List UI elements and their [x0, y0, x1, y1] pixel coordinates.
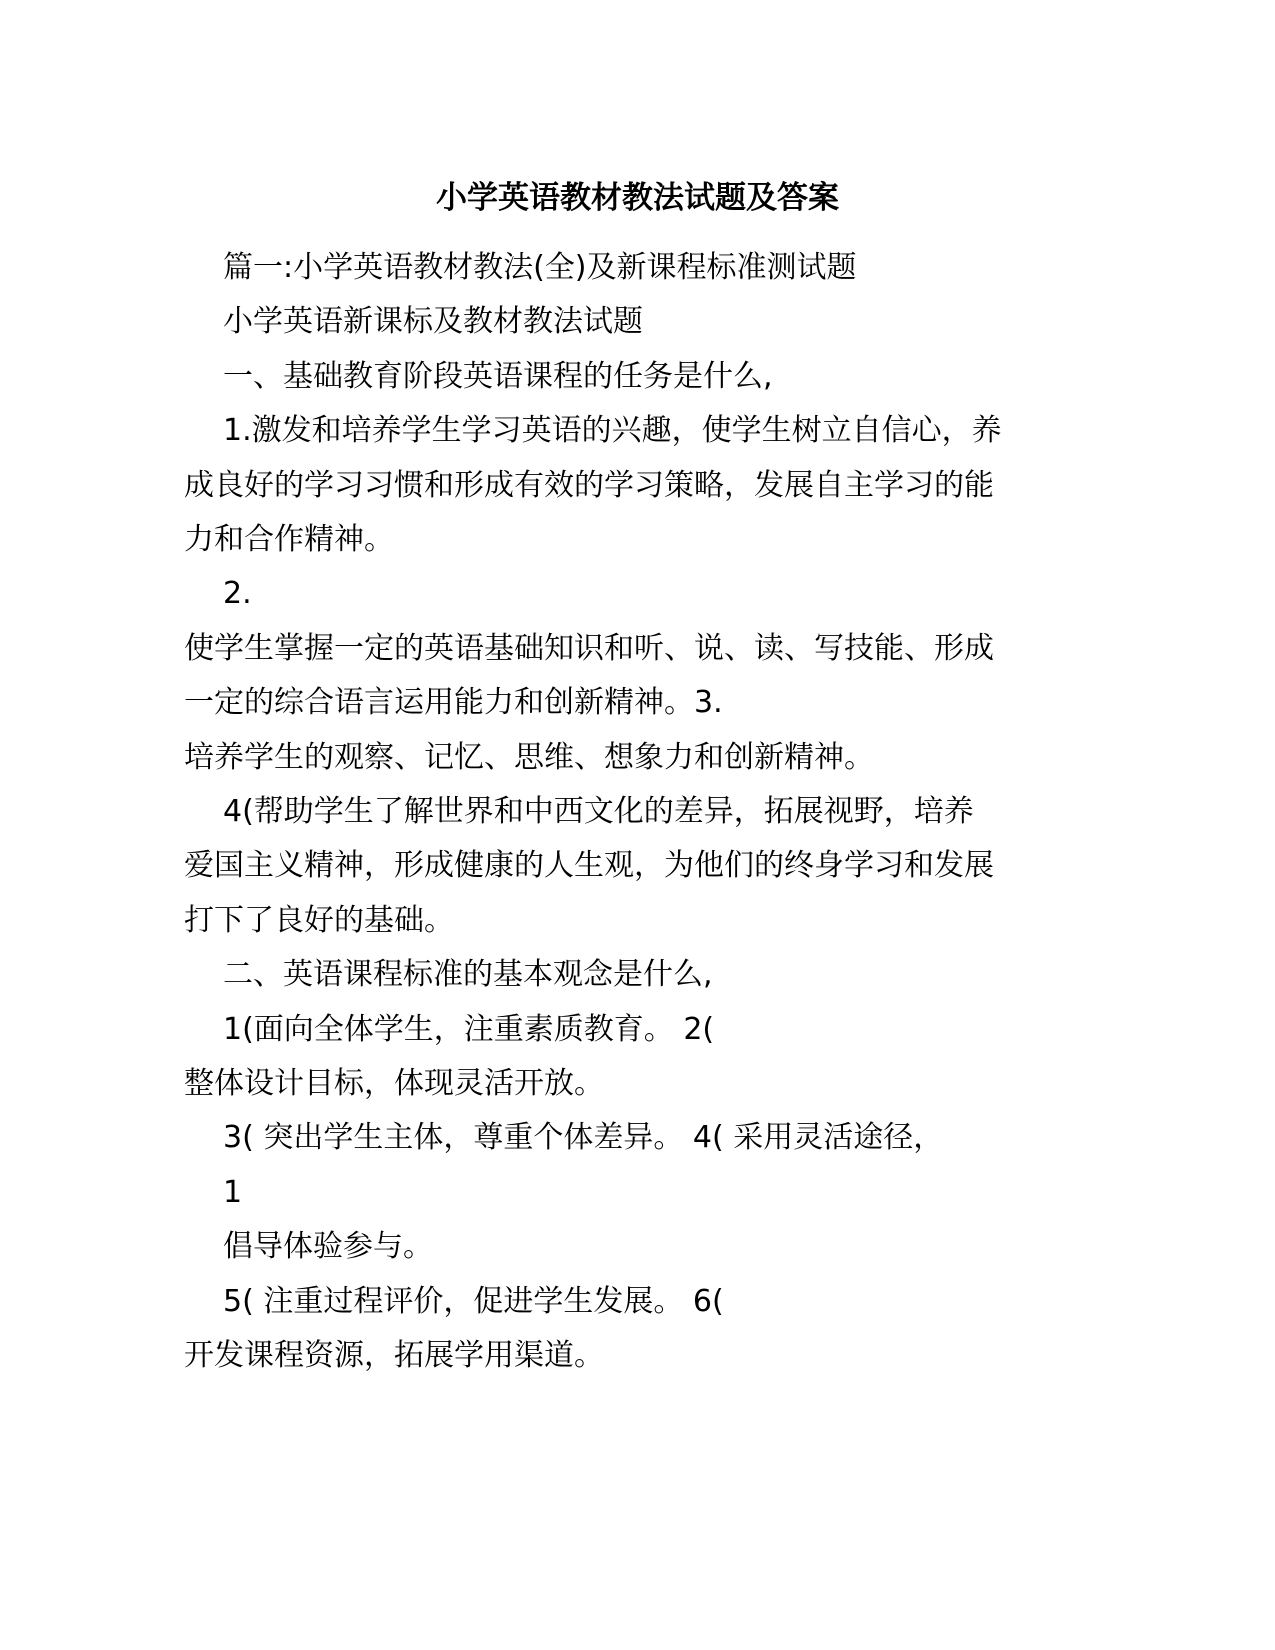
page-number: 1: [223, 1175, 243, 1210]
text-line: 爱国主义精神，形成健康的人生观，为他们的终身学习和发展: [184, 848, 994, 883]
text-line: 整体设计目标，体现灵活开放。: [184, 1066, 604, 1101]
text-line: 使学生掌握一定的英语基础知识和听、说、读、写技能、形成: [184, 631, 994, 666]
document-title: 小学英语教材教法试题及答案: [436, 180, 839, 216]
text-line: 小学英语新课标及教材教法试题: [223, 304, 643, 339]
text-line: 力和合作精神。: [184, 522, 394, 557]
text-line: 篇一:小学英语教材教法(全)及新课程标准测试题: [223, 250, 857, 285]
text-line: 成良好的学习习惯和形成有效的学习策略，发展自主学习的能: [184, 468, 994, 503]
text-line: 5( 注重过程评价，促进学生发展。 6(: [223, 1284, 724, 1319]
text-line: 1(面向全体学生，注重素质教育。 2(: [223, 1012, 715, 1047]
text-line: 培养学生的观察、记忆、思维、想象力和创新精神。: [184, 740, 874, 775]
text-line: 二、英语课程标准的基本观念是什么,: [223, 957, 713, 992]
text-line: 4(帮助学生了解世界和中西文化的差异，拓展视野，培养: [223, 794, 974, 829]
text-line: 一、基础教育阶段英语课程的任务是什么,: [223, 359, 773, 394]
text-line: 开发课程资源，拓展学用渠道。: [184, 1338, 604, 1373]
text-line: 2.: [223, 576, 252, 611]
text-line: 倡导体验参与。: [223, 1229, 433, 1264]
text-line: 打下了良好的基础。: [184, 903, 454, 938]
text-line: 一定的综合语言运用能力和创新精神。3.: [184, 685, 723, 720]
text-line: 3( 突出学生主体，尊重个体差异。 4( 采用灵活途径，: [223, 1120, 944, 1155]
text-line: 1.激发和培养学生学习英语的兴趣，使学生树立自信心，养: [223, 413, 1002, 448]
